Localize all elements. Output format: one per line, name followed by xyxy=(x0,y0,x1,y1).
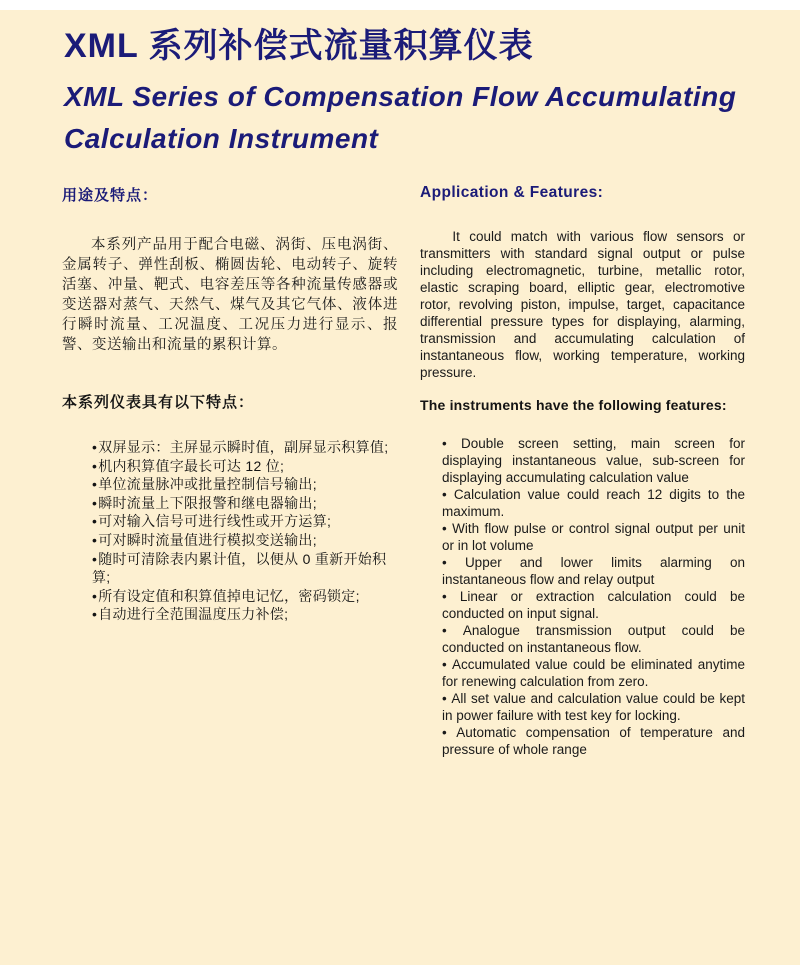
list-item: • 双屏显示：主屏显示瞬时值，副屏显示积算值; xyxy=(92,438,398,457)
list-item: • Accumulated value could be eliminated anytime for renewing calculation from zero. xyxy=(442,656,745,690)
chinese-column xyxy=(62,184,398,758)
two-column-body xyxy=(0,160,800,758)
list-item: • All set value and calculation value could be kept in power failure with test key for locking. xyxy=(442,690,745,724)
page-title-english xyxy=(64,76,745,160)
list-item: • 自动进行全范围温度压力补偿; xyxy=(92,605,398,624)
chinese-features-list xyxy=(62,438,398,624)
list-item: • Linear or extraction calculation could be conducted on input signal. xyxy=(442,588,745,622)
chinese-application-paragraph: 本系列产品用于配合电磁、涡街、压电涡街、金属转子、弹性刮板、椭圆齿轮、电动转子、旋转活塞、冲量、靶式、电容差压等各种流量传感器或变送器对蒸气、天然气、煤气及其它气体、液体进行瞬时流量、工况温度、工况压力进行显示、报警、变送输出和流量的累积计算。 xyxy=(62,237,398,353)
page-title-english-line1: XML Series of Compensation Flow Accumulating xyxy=(64,81,737,112)
list-item: • With flow pulse or control signal output per unit or in lot volume xyxy=(442,520,745,554)
list-item: • 瞬时流量上下限报警和继电器输出; xyxy=(92,494,398,513)
list-item: • 机内积算值字最长可达 12 位; xyxy=(92,457,398,476)
chinese-features-heading: 本系列仪表具有以下特点： xyxy=(62,394,255,411)
english-application-heading: Application & Features: xyxy=(420,184,604,201)
page-header xyxy=(0,10,800,160)
list-item: • Automatic compensation of temperature and pressure of whole range xyxy=(442,724,745,758)
list-item: • 随时可清除表内累计值，以便从 0 重新开始积算; xyxy=(92,550,398,587)
english-features-list xyxy=(420,435,745,758)
list-item: • Upper and lower limits alarming on instantaneous flow and relay output xyxy=(442,554,745,588)
list-item: • 可对瞬时流量值进行模拟变送输出; xyxy=(92,531,398,550)
list-item: • Calculation value could reach 12 digits to the maximum. xyxy=(442,486,745,520)
list-item: • 所有设定值和积算值掉电记忆，密码锁定; xyxy=(92,587,398,606)
top-white-strip xyxy=(0,0,800,10)
page-title-chinese: XML 系列补偿式流量积算仪表 xyxy=(64,27,534,65)
chinese-application-heading: 用途及特点： xyxy=(62,187,159,204)
english-application-paragraph: It could match with various flow sensors or transmitters with standard signal output or pulse including electromagnetic, turbine, metallic rotor, elastic scraping board, elliptic gear, electromotive rotor, revolving piston, impulse, target, capacitance differential pressure types for displaying, alarming, transmission and accumulating calculation of instantaneous flow, working temperature, working pressure. xyxy=(420,229,745,380)
list-item: • 单位流量脉冲或批量控制信号输出; xyxy=(92,475,398,494)
english-column xyxy=(420,184,745,758)
list-item: • 可对输入信号可进行线性或开方运算; xyxy=(92,512,398,531)
page-title-english-line2: Calculation Instrument xyxy=(64,123,379,154)
list-item: • Analogue transmission output could be conducted on instantaneous flow. xyxy=(442,622,745,656)
english-features-heading: The instruments have the following features: xyxy=(420,397,727,413)
list-item: • Double screen setting, main screen for displaying instantaneous value, sub-screen for displaying accumulating calculation value xyxy=(442,435,745,486)
